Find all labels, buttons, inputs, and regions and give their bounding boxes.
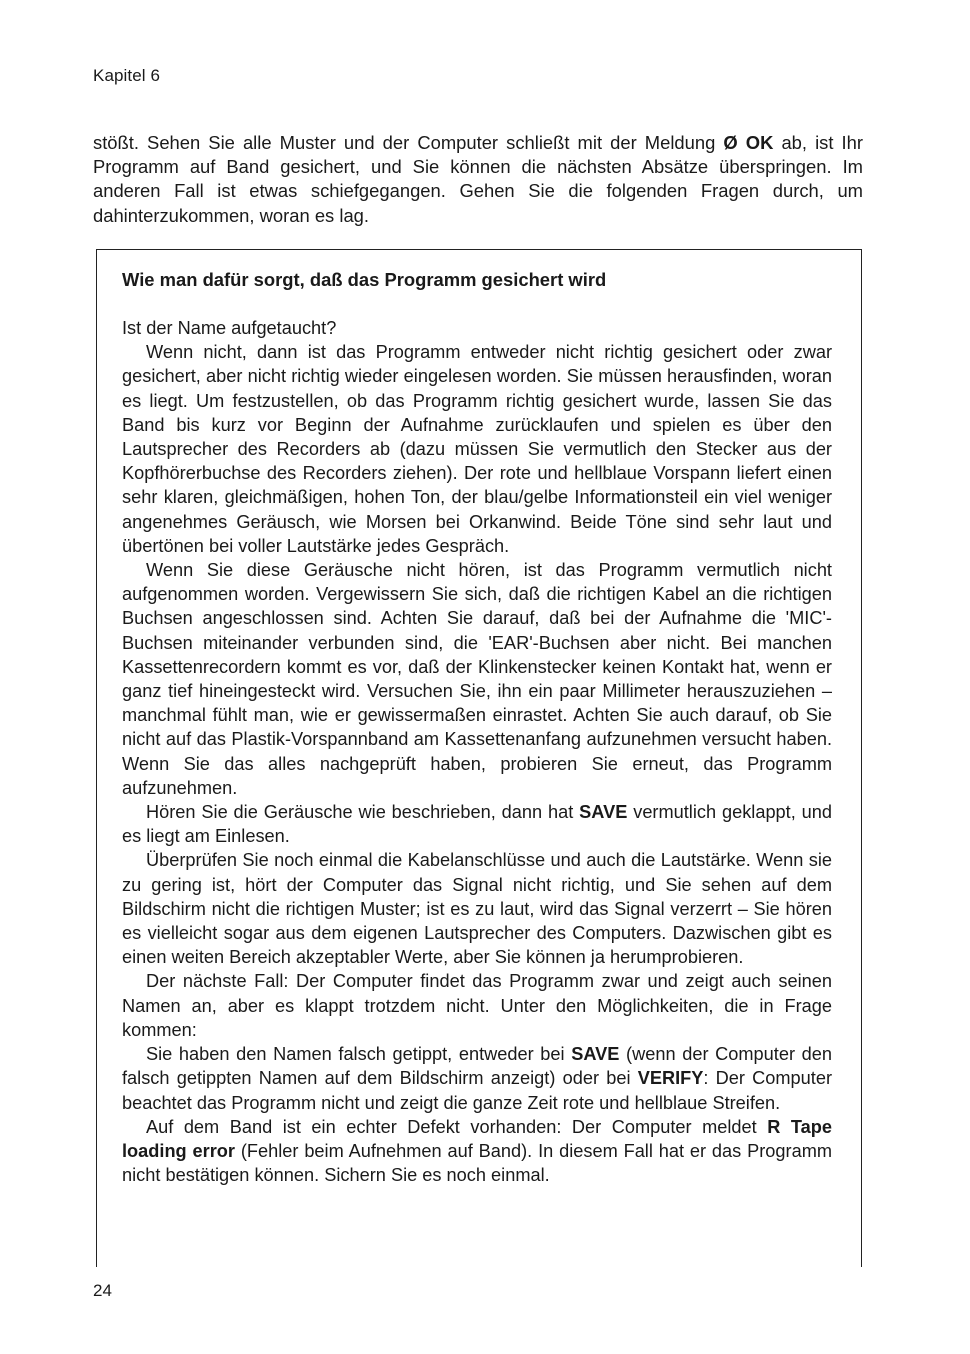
save-keyword: SAVE (571, 1044, 620, 1065)
box-paragraph-1: Wenn nicht, dann ist das Programm entweder nicht richtig gesichert oder zwar gesichert, aber nicht richtig wieder eingelesen worden. Sie müssen herausfinden, woran es liegt. Um festzustellen, ob das Programm richtig gesichert wurde, lassen Sie das Band bis kurz vor Beginn der Aufnahme zurücklaufen und spielen es über den Lautsprecher des Recorders ab (dazu müssen Sie vermutlich den Stecker aus der Kopfhörerbuchse des Recorders ziehen). Der rote und hellblaue Vorspann liefert einen sehr klaren, gleichmäßigen, hohen Ton, der blau/gelbe Informationsteil ein viel weniger angenehmes Geräusch, wie Morsen bei Orkanwind. Beide Töne sind sehr laut und übertönen bei voller Lautstärke jedes Gespräch. (122, 342, 832, 556)
save-keyword: SAVE (579, 802, 628, 823)
box-paragraph-7 (122, 1115, 832, 1188)
box-paragraph-2: Wenn Sie diese Geräusche nicht hören, ist das Programm vermutlich nicht aufgenommen worden. Vergewissern Sie sich, daß die richtigen Kabel an die richtigen Buchsen angeschlossen sind. Achten Sie darauf, daß bei der Aufnahme die 'MIC'-Buchsen miteinander verbunden sind, die 'EAR'-Buchsen aber nicht. Bei manchen Kassettenrecordern kommt es vor, daß der Klinkenstecker keinen Kontakt hat, wenn er ganz tief hineingesteckt wird. Versuchen Sie, ihn ein paar Millimeter herauszuziehen – manchmal fühlt man, wie er gewissermaßen einrastet. Achten Sie auch darauf, ob Sie nicht auf das Plastik-Vorspannband am Kassettenanfang aufzunehmen versucht haben. Wenn Sie das alles nachgeprüft haben, probieren Sie erneut, das Programm aufzunehmen. (122, 560, 832, 798)
intro-paragraph (93, 131, 863, 228)
intro-part-1: stößt. Sehen Sie alle Muster und der Computer schließt mit der Meldung (93, 132, 724, 153)
box-border-right (861, 249, 862, 1267)
verify-keyword: VERIFY (637, 1068, 704, 1089)
box-paragraph-3 (122, 800, 832, 848)
box-paragraph-4: Überprüfen Sie noch einmal die Kabelanschlüsse und auch die Lautstärke. Wenn sie zu gering ist, hört der Computer das Signal nicht richtig, und Sie sehen auf dem Bildschirm nicht die richtigen Muster; ist es zu laut, wird das Signal verzerrt – Sie hören es vielleicht sogar aus dem eigenen Lautsprecher des Computers. Dazwischen gibt es einen weiten Bereich akzeptabler Werte, aber Sie können ja herumprobieren. (122, 850, 832, 968)
page-number: 24 (93, 1281, 112, 1300)
p7-text-a: Auf dem Band ist ein echter Defekt vorhanden: Der Computer meldet (146, 1116, 768, 1137)
box-paragraph-6 (122, 1042, 832, 1115)
intro-text (93, 131, 863, 228)
box-paragraph-5: Der nächste Fall: Der Computer findet das Programm zwar und zeigt auch seinen Namen an, aber es klappt trotzdem nicht. Unter den Möglichkeiten, die in Frage kommen: (122, 971, 832, 1040)
ok-message: Ø OK (723, 132, 774, 153)
p6-text-a: Sie haben den Namen falsch getippt, entweder bei (146, 1044, 572, 1065)
info-box (122, 268, 832, 1187)
p3-text-b: vermutlich geklappt, und es liegt am Einlesen. (122, 802, 832, 847)
p6-text-c: : Der Computer beachtet das Programm nicht und zeigt die ganze Zeit rote und hellblaue Streifen. (122, 1068, 833, 1113)
p3-text-a: Hören Sie die Geräusche wie beschrieben, dann hat (146, 802, 580, 823)
box-title: Wie man dafür sorgt, daß das Programm gesichert wird (122, 269, 607, 290)
box-border-top (96, 249, 862, 250)
box-border-left (96, 249, 97, 1267)
running-head: Kapitel 6 (93, 66, 161, 85)
p7-text-b: (Fehler beim Aufnehmen auf Band). In diesem Fall hat er das Programm nicht bestätigen können. Sichern Sie es noch einmal. (122, 1140, 833, 1186)
tape-error-message: R Tape loading error (122, 1116, 832, 1161)
box-question: Ist der Name aufgetaucht? (122, 318, 337, 338)
intro-part-2: ab, ist Ihr Programm auf Band gesichert, und Sie können die nächsten Absätze überspringen. Im anderen Fall ist etwas schiefgegangen. Gehen Sie die folgenden Fragen durch, um dahinterzukommen, woran es lag. (93, 132, 863, 226)
p6-text-b: (wenn der Computer den falsch getippten Namen auf dem Bildschirm anzeigt) oder bei (122, 1044, 832, 1089)
